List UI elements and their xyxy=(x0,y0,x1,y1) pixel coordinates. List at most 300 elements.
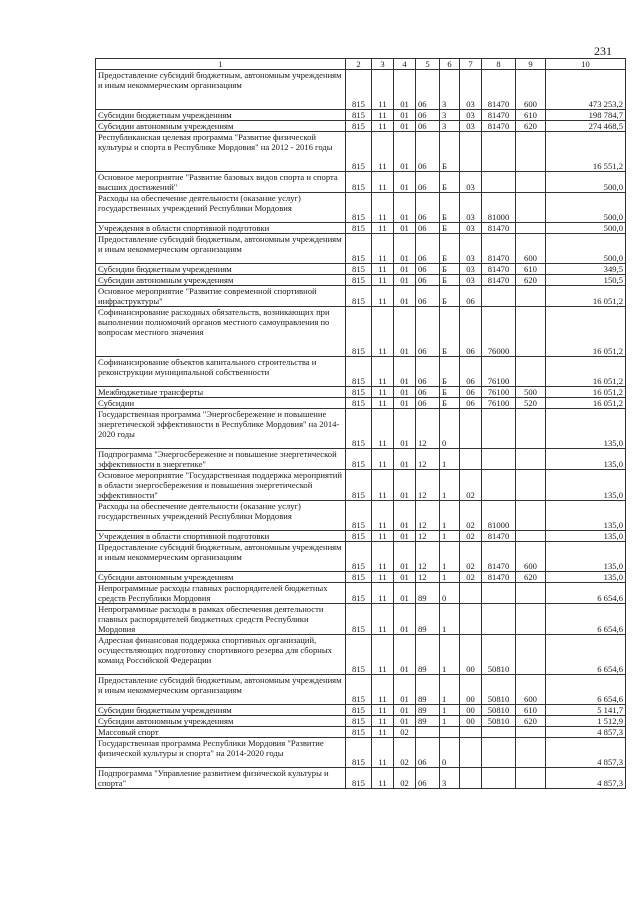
row-code-c9: 620 xyxy=(516,572,546,583)
row-code-c2: 815 xyxy=(346,738,372,768)
row-code-c8 xyxy=(482,409,516,449)
table-row xyxy=(96,286,626,307)
row-code-c9 xyxy=(516,727,546,738)
row-name: Государственная программа "Энергосбережение и повышение энергетической эффективности в Республике Мордовия" на 2014-2020 годы xyxy=(96,409,346,449)
row-name: Предоставление субсидий бюджетным, автономным учреждениям и иным некоммерческим организациям xyxy=(96,70,346,110)
row-code-c8: 76100 xyxy=(482,357,516,387)
row-code-c3: 11 xyxy=(372,572,394,583)
row-code-c5: 89 xyxy=(416,604,440,635)
row-code-c9 xyxy=(516,409,546,449)
column-header: 4 xyxy=(394,59,416,70)
row-code-c4: 01 xyxy=(394,275,416,286)
row-code-c6: 1 xyxy=(440,501,460,531)
row-code-c4: 01 xyxy=(394,542,416,572)
table-row xyxy=(96,583,626,604)
row-code-c4: 02 xyxy=(394,738,416,768)
table-row xyxy=(96,470,626,501)
row-code-c6: 3 xyxy=(440,768,460,789)
row-code-c8: 81000 xyxy=(482,501,516,531)
row-amount: 4 857,3 xyxy=(546,727,626,738)
row-code-c8 xyxy=(482,470,516,501)
row-code-c6: 1 xyxy=(440,675,460,705)
row-code-c6: 0 xyxy=(440,583,460,604)
row-code-c7 xyxy=(460,768,482,789)
row-code-c3: 11 xyxy=(372,716,394,727)
row-code-c6: 1 xyxy=(440,542,460,572)
table-row xyxy=(96,705,626,716)
row-code-c2: 815 xyxy=(346,716,372,727)
row-code-c4: 01 xyxy=(394,449,416,470)
row-code-c2: 815 xyxy=(346,542,372,572)
row-code-c7: 03 xyxy=(460,275,482,286)
row-code-c5: 06 xyxy=(416,70,440,110)
row-code-c6: 1 xyxy=(440,470,460,501)
row-code-c2: 815 xyxy=(346,193,372,223)
row-code-c6: Б xyxy=(440,275,460,286)
row-code-c8: 50810 xyxy=(482,716,516,727)
row-code-c7 xyxy=(460,409,482,449)
table-row xyxy=(96,635,626,675)
row-code-c7: 03 xyxy=(460,193,482,223)
row-code-c2: 815 xyxy=(346,572,372,583)
row-code-c3: 11 xyxy=(372,234,394,264)
row-code-c4: 01 xyxy=(394,604,416,635)
row-code-c9 xyxy=(516,470,546,501)
row-code-c8: 81470 xyxy=(482,234,516,264)
row-name: Субсидии автономным учреждениям xyxy=(96,121,346,132)
row-code-c6: Б xyxy=(440,172,460,193)
row-amount: 6 654,6 xyxy=(546,675,626,705)
row-code-c9 xyxy=(516,583,546,604)
row-code-c2: 815 xyxy=(346,531,372,542)
row-code-c5: 06 xyxy=(416,264,440,275)
table-row xyxy=(96,531,626,542)
row-code-c8: 81470 xyxy=(482,542,516,572)
row-amount: 16 051,2 xyxy=(546,307,626,357)
row-code-c4: 01 xyxy=(394,705,416,716)
row-code-c3: 11 xyxy=(372,705,394,716)
row-code-c6: 1 xyxy=(440,449,460,470)
row-amount: 135,0 xyxy=(546,531,626,542)
row-code-c4: 01 xyxy=(394,572,416,583)
row-code-c7 xyxy=(460,727,482,738)
row-code-c6: Б xyxy=(440,264,460,275)
row-code-c8: 50810 xyxy=(482,675,516,705)
row-code-c4: 01 xyxy=(394,409,416,449)
row-code-c2: 815 xyxy=(346,110,372,121)
row-code-c9: 520 xyxy=(516,398,546,409)
row-code-c2: 815 xyxy=(346,286,372,307)
row-amount: 135,0 xyxy=(546,409,626,449)
row-code-c4: 01 xyxy=(394,110,416,121)
row-amount: 135,0 xyxy=(546,542,626,572)
row-code-c4: 01 xyxy=(394,172,416,193)
row-code-c5: 06 xyxy=(416,286,440,307)
row-amount: 6 654,6 xyxy=(546,583,626,604)
row-code-c8: 81470 xyxy=(482,531,516,542)
column-header: 2 xyxy=(346,59,372,70)
table-row xyxy=(96,357,626,387)
row-code-c9 xyxy=(516,132,546,172)
row-code-c7: 00 xyxy=(460,705,482,716)
row-code-c2: 815 xyxy=(346,409,372,449)
row-name: Массовый спорт xyxy=(96,727,346,738)
row-code-c7: 03 xyxy=(460,172,482,193)
row-amount: 135,0 xyxy=(546,501,626,531)
column-header: 6 xyxy=(440,59,460,70)
row-code-c4: 01 xyxy=(394,193,416,223)
row-code-c9 xyxy=(516,357,546,387)
row-amount: 135,0 xyxy=(546,449,626,470)
row-code-c7: 02 xyxy=(460,531,482,542)
row-code-c6: Б xyxy=(440,286,460,307)
table-row xyxy=(96,110,626,121)
row-code-c8: 81470 xyxy=(482,275,516,286)
row-code-c8 xyxy=(482,727,516,738)
row-name: Учреждения в области спортивной подготовки xyxy=(96,223,346,234)
row-code-c7: 02 xyxy=(460,542,482,572)
row-code-c8: 76000 xyxy=(482,307,516,357)
row-code-c4: 01 xyxy=(394,470,416,501)
row-code-c7: 06 xyxy=(460,307,482,357)
table-row xyxy=(96,132,626,172)
row-amount: 5 141,7 xyxy=(546,705,626,716)
table-row xyxy=(96,398,626,409)
table-row xyxy=(96,121,626,132)
row-code-c7 xyxy=(460,449,482,470)
row-code-c8: 81470 xyxy=(482,110,516,121)
row-code-c3: 11 xyxy=(372,635,394,675)
row-code-c2: 815 xyxy=(346,234,372,264)
row-name: Субсидии бюджетным учреждениям xyxy=(96,110,346,121)
row-code-c2: 815 xyxy=(346,172,372,193)
row-name: Основное мероприятие "Государственная поддержка мероприятий в области энергосбережения и повышения энергетической эффективности" xyxy=(96,470,346,501)
row-code-c4: 01 xyxy=(394,635,416,675)
row-code-c3: 11 xyxy=(372,449,394,470)
row-name: Основное мероприятие "Развитие базовых видов спорта и спорта высших достижений" xyxy=(96,172,346,193)
row-code-c7: 00 xyxy=(460,716,482,727)
row-name: Учреждения в области спортивной подготовки xyxy=(96,531,346,542)
row-code-c7 xyxy=(460,604,482,635)
row-code-c8: 81470 xyxy=(482,572,516,583)
row-code-c4: 02 xyxy=(394,727,416,738)
row-code-c8: 76100 xyxy=(482,398,516,409)
row-code-c9: 610 xyxy=(516,264,546,275)
row-code-c8: 81470 xyxy=(482,121,516,132)
table-row xyxy=(96,275,626,286)
row-code-c3: 11 xyxy=(372,286,394,307)
row-code-c3: 11 xyxy=(372,542,394,572)
row-code-c9 xyxy=(516,635,546,675)
row-code-c3: 11 xyxy=(372,398,394,409)
row-code-c9: 600 xyxy=(516,234,546,264)
row-code-c7 xyxy=(460,738,482,768)
column-header: 7 xyxy=(460,59,482,70)
row-code-c9 xyxy=(516,501,546,531)
row-code-c7: 06 xyxy=(460,398,482,409)
row-code-c3: 11 xyxy=(372,264,394,275)
row-name: Подпрограмма "Энергосбережение и повышение энергетической эффективности в энергетике" xyxy=(96,449,346,470)
row-name: Субсидии автономным учреждениям xyxy=(96,716,346,727)
row-code-c5: 89 xyxy=(416,705,440,716)
row-code-c7: 06 xyxy=(460,286,482,307)
row-code-c4: 01 xyxy=(394,132,416,172)
row-code-c4: 01 xyxy=(394,716,416,727)
row-code-c3: 11 xyxy=(372,675,394,705)
row-amount: 1 512,9 xyxy=(546,716,626,727)
row-code-c7: 03 xyxy=(460,264,482,275)
row-name: Адресная финансовая поддержка спортивных организаций, осуществляющих подготовку спортивного резерва для сборных команд Российской Федерации xyxy=(96,635,346,675)
row-code-c6: 1 xyxy=(440,531,460,542)
row-code-c7: 06 xyxy=(460,387,482,398)
table-row xyxy=(96,501,626,531)
row-code-c4: 01 xyxy=(394,531,416,542)
row-code-c2: 815 xyxy=(346,727,372,738)
row-code-c6: Б xyxy=(440,307,460,357)
row-code-c7 xyxy=(460,583,482,604)
column-header: 10 xyxy=(546,59,626,70)
row-code-c9 xyxy=(516,738,546,768)
table-row xyxy=(96,307,626,357)
row-code-c7 xyxy=(460,132,482,172)
row-code-c4: 01 xyxy=(394,398,416,409)
row-code-c8 xyxy=(482,132,516,172)
row-code-c8: 81470 xyxy=(482,264,516,275)
row-code-c4: 01 xyxy=(394,357,416,387)
row-amount: 500,0 xyxy=(546,172,626,193)
row-name: Субсидии бюджетным учреждениям xyxy=(96,264,346,275)
row-code-c3: 11 xyxy=(372,768,394,789)
row-code-c4: 01 xyxy=(394,583,416,604)
row-code-c3: 11 xyxy=(372,193,394,223)
table-row xyxy=(96,449,626,470)
row-code-c6: 1 xyxy=(440,716,460,727)
row-name: Субсидии бюджетным учреждениям xyxy=(96,705,346,716)
table-body xyxy=(96,70,626,789)
row-code-c6 xyxy=(440,727,460,738)
row-code-c2: 815 xyxy=(346,275,372,286)
row-amount: 16 051,2 xyxy=(546,398,626,409)
row-code-c7: 02 xyxy=(460,470,482,501)
row-code-c9 xyxy=(516,193,546,223)
row-amount: 6 654,6 xyxy=(546,635,626,675)
row-code-c7: 03 xyxy=(460,223,482,234)
row-code-c5: 06 xyxy=(416,307,440,357)
table-row xyxy=(96,223,626,234)
row-name: Предоставление субсидий бюджетным, автономным учреждениям и иным некоммерческим организациям xyxy=(96,234,346,264)
row-code-c6: Б xyxy=(440,234,460,264)
row-code-c3: 11 xyxy=(372,583,394,604)
row-code-c8: 81000 xyxy=(482,193,516,223)
row-code-c3: 11 xyxy=(372,357,394,387)
row-code-c9 xyxy=(516,172,546,193)
row-code-c5: 06 xyxy=(416,172,440,193)
row-code-c3: 11 xyxy=(372,409,394,449)
column-header: 9 xyxy=(516,59,546,70)
row-code-c2: 815 xyxy=(346,449,372,470)
row-code-c9 xyxy=(516,307,546,357)
row-code-c9 xyxy=(516,223,546,234)
row-code-c5: 06 xyxy=(416,398,440,409)
row-code-c5: 06 xyxy=(416,223,440,234)
row-code-c5: 06 xyxy=(416,275,440,286)
row-code-c9: 610 xyxy=(516,110,546,121)
row-code-c7: 02 xyxy=(460,572,482,583)
row-code-c8: 50810 xyxy=(482,635,516,675)
column-header: 1 xyxy=(96,59,346,70)
row-code-c8 xyxy=(482,604,516,635)
row-code-c4: 01 xyxy=(394,675,416,705)
row-name: Расходы на обеспечение деятельности (оказание услуг) государственных учреждений Республики Мордовия xyxy=(96,501,346,531)
row-code-c5: 12 xyxy=(416,531,440,542)
row-code-c7: 00 xyxy=(460,635,482,675)
row-code-c3: 11 xyxy=(372,132,394,172)
row-code-c3: 11 xyxy=(372,121,394,132)
row-code-c3: 11 xyxy=(372,470,394,501)
row-amount: 349,5 xyxy=(546,264,626,275)
row-code-c2: 815 xyxy=(346,583,372,604)
row-name: Софинансирование расходных обязательств, возникающих при выполнении полномочий органов местного самоуправления по вопросам местного значения xyxy=(96,307,346,357)
table-row xyxy=(96,264,626,275)
table-row xyxy=(96,542,626,572)
row-name: Подпрограмма "Управление развитием физической культуры и спорта" xyxy=(96,768,346,789)
row-amount: 198 784,7 xyxy=(546,110,626,121)
row-amount: 135,0 xyxy=(546,470,626,501)
row-code-c7: 03 xyxy=(460,70,482,110)
row-code-c6: 3 xyxy=(440,70,460,110)
row-name: Предоставление субсидий бюджетным, автономным учреждениям и иным некоммерческим организациям xyxy=(96,675,346,705)
row-code-c9: 600 xyxy=(516,70,546,110)
row-code-c9 xyxy=(516,768,546,789)
row-code-c2: 815 xyxy=(346,264,372,275)
row-code-c3: 11 xyxy=(372,110,394,121)
row-amount: 4 857,3 xyxy=(546,768,626,789)
row-code-c9: 600 xyxy=(516,675,546,705)
row-code-c4: 01 xyxy=(394,307,416,357)
row-code-c6: 1 xyxy=(440,705,460,716)
column-header: 8 xyxy=(482,59,516,70)
row-code-c5: 06 xyxy=(416,768,440,789)
table-row xyxy=(96,716,626,727)
row-code-c2: 815 xyxy=(346,398,372,409)
row-code-c9: 600 xyxy=(516,542,546,572)
table-row xyxy=(96,768,626,789)
row-code-c2: 815 xyxy=(346,705,372,716)
row-amount: 500,0 xyxy=(546,193,626,223)
row-code-c7: 03 xyxy=(460,121,482,132)
row-code-c2: 815 xyxy=(346,357,372,387)
row-code-c9: 610 xyxy=(516,705,546,716)
row-code-c4: 02 xyxy=(394,768,416,789)
row-code-c2: 815 xyxy=(346,132,372,172)
row-code-c5: 06 xyxy=(416,193,440,223)
row-code-c5: 06 xyxy=(416,132,440,172)
row-code-c6: 3 xyxy=(440,121,460,132)
row-name: Основное мероприятие "Развитие современной спортивной инфраструктуры" xyxy=(96,286,346,307)
row-code-c8 xyxy=(482,449,516,470)
row-code-c9: 500 xyxy=(516,387,546,398)
row-code-c4: 01 xyxy=(394,70,416,110)
column-header: 3 xyxy=(372,59,394,70)
row-code-c3: 11 xyxy=(372,70,394,110)
row-code-c2: 815 xyxy=(346,387,372,398)
row-amount: 16 551,2 xyxy=(546,132,626,172)
row-code-c5: 89 xyxy=(416,675,440,705)
row-code-c6: Б xyxy=(440,223,460,234)
table-row xyxy=(96,234,626,264)
column-header: 5 xyxy=(416,59,440,70)
row-amount: 16 051,2 xyxy=(546,357,626,387)
row-code-c9: 620 xyxy=(516,716,546,727)
row-code-c3: 11 xyxy=(372,223,394,234)
row-code-c5: 06 xyxy=(416,121,440,132)
row-code-c2: 815 xyxy=(346,635,372,675)
row-code-c3: 11 xyxy=(372,172,394,193)
row-amount: 6 654,6 xyxy=(546,604,626,635)
row-code-c8 xyxy=(482,583,516,604)
row-code-c8 xyxy=(482,768,516,789)
row-code-c9: 620 xyxy=(516,275,546,286)
row-code-c4: 01 xyxy=(394,121,416,132)
row-code-c2: 815 xyxy=(346,768,372,789)
row-code-c4: 01 xyxy=(394,234,416,264)
row-name: Межбюджетные трансферты xyxy=(96,387,346,398)
table-row xyxy=(96,193,626,223)
table-row xyxy=(96,572,626,583)
row-code-c4: 01 xyxy=(394,501,416,531)
row-amount: 473 253,2 xyxy=(546,70,626,110)
row-code-c7: 03 xyxy=(460,110,482,121)
row-code-c8: 81470 xyxy=(482,223,516,234)
row-code-c9 xyxy=(516,604,546,635)
row-code-c2: 815 xyxy=(346,121,372,132)
row-code-c2: 815 xyxy=(346,501,372,531)
row-code-c3: 11 xyxy=(372,727,394,738)
row-code-c3: 11 xyxy=(372,387,394,398)
row-code-c3: 11 xyxy=(372,738,394,768)
row-code-c2: 815 xyxy=(346,604,372,635)
table-row xyxy=(96,387,626,398)
row-code-c4: 01 xyxy=(394,286,416,307)
row-name: Республиканская целевая программа "Развитие физической культуры и спорта в Республике Мордовия" на 2012 - 2016 годы xyxy=(96,132,346,172)
row-code-c7: 06 xyxy=(460,357,482,387)
row-code-c3: 11 xyxy=(372,531,394,542)
row-code-c5: 12 xyxy=(416,449,440,470)
row-code-c2: 815 xyxy=(346,675,372,705)
row-code-c4: 01 xyxy=(394,264,416,275)
table-row xyxy=(96,604,626,635)
table-row xyxy=(96,172,626,193)
row-code-c5: 06 xyxy=(416,357,440,387)
row-amount: 16 051,2 xyxy=(546,387,626,398)
row-code-c5: 89 xyxy=(416,635,440,675)
row-code-c8: 76100 xyxy=(482,387,516,398)
row-code-c6: 1 xyxy=(440,604,460,635)
row-code-c5: 12 xyxy=(416,470,440,501)
row-code-c4: 01 xyxy=(394,387,416,398)
row-code-c5 xyxy=(416,727,440,738)
row-code-c5: 06 xyxy=(416,738,440,768)
table-row xyxy=(96,675,626,705)
row-code-c6: Б xyxy=(440,193,460,223)
row-amount: 150,5 xyxy=(546,275,626,286)
page-number: 231 xyxy=(594,44,612,58)
table-row xyxy=(96,409,626,449)
row-code-c3: 11 xyxy=(372,501,394,531)
row-code-c4: 01 xyxy=(394,223,416,234)
row-name: Государственная программа Республики Мордовия "Развитие физической культуры и спорта" на 2014-2020 годы xyxy=(96,738,346,768)
row-amount: 4 857,3 xyxy=(546,738,626,768)
